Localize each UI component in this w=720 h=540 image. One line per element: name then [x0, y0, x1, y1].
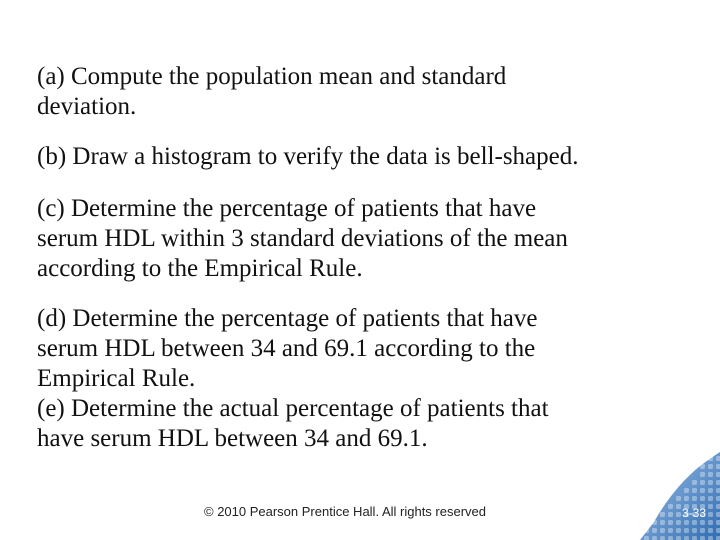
text-line: serum HDL between 34 and 69.1 according to the	[37, 335, 536, 362]
part-c-text	[37, 194, 657, 284]
copyright-footer: © 2010 Pearson Prentice Hall. All rights reserved	[204, 504, 486, 519]
text-line: deviation.	[37, 93, 137, 120]
text-line: (d) Determine the percentage of patients that have	[37, 305, 538, 332]
corner-decoration-icon	[640, 452, 720, 540]
page-number: 3-33	[681, 506, 706, 520]
text-line: according to the Empirical Rule.	[37, 255, 363, 282]
text-line: (c) Determine the percentage of patients that have	[37, 195, 537, 222]
text-line: have serum HDL between 34 and 69.1.	[37, 425, 428, 452]
text-line: (b) Draw a histogram to verify the data is bell-shaped.	[37, 143, 579, 170]
part-d-e-text	[37, 304, 657, 454]
part-b-text	[37, 142, 657, 172]
text-line: serum HDL within 3 standard deviations of the mean	[37, 225, 568, 252]
text-line: (e) Determine the actual percentage of patients that	[37, 395, 549, 422]
text-line: (a) Compute the population mean and standard	[37, 63, 507, 90]
slide-body	[37, 62, 657, 454]
text-line: Empirical Rule.	[37, 365, 196, 392]
part-a-text	[37, 62, 657, 122]
